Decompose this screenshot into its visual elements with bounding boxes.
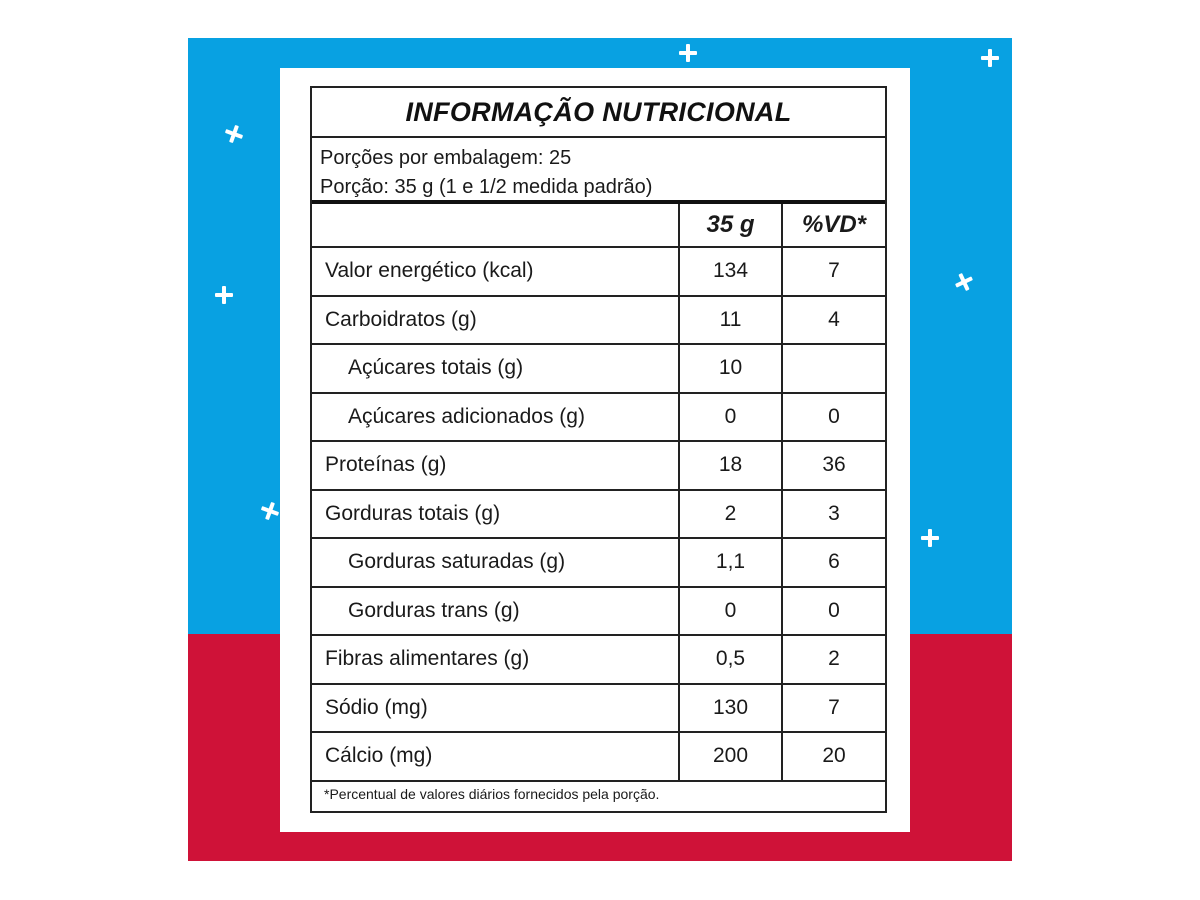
nutrient-daily-value: 0	[782, 587, 885, 636]
table-row	[312, 393, 885, 442]
table-header-row	[312, 204, 885, 247]
nutrient-amount: 18	[679, 441, 782, 490]
serving-size: Porção: 35 g (1 e 1/2 medida padrão)	[320, 176, 653, 198]
nutrient-amount: 10	[679, 344, 782, 393]
nutrient-daily-value	[782, 344, 885, 393]
header-blank-cell	[312, 204, 679, 247]
footnote: *Percentual de valores diários fornecidos pela porção.	[324, 785, 660, 802]
nutrient-amount: 134	[679, 247, 782, 296]
nutrient-name: Proteínas (g)	[312, 441, 679, 490]
sparkle-icon	[215, 286, 233, 304]
nutrient-name: Gorduras trans (g)	[312, 587, 679, 636]
header-daily-value: %VD*	[782, 204, 885, 247]
nutrient-daily-value: 36	[782, 441, 885, 490]
nutrient-amount: 1,1	[679, 538, 782, 587]
nutrient-name: Valor energético (kcal)	[312, 247, 679, 296]
table-row	[312, 247, 885, 296]
nutrition-table	[312, 204, 885, 782]
nutrient-amount: 130	[679, 684, 782, 733]
nutrient-daily-value: 7	[782, 247, 885, 296]
sparkle-icon	[981, 49, 999, 67]
nutrient-daily-value: 4	[782, 296, 885, 345]
nutrient-daily-value: 6	[782, 538, 885, 587]
nutrient-name: Açúcares totais (g)	[312, 344, 679, 393]
table-row	[312, 635, 885, 684]
table-row	[312, 587, 885, 636]
nutrient-name: Gorduras totais (g)	[312, 490, 679, 539]
portion-info	[312, 138, 885, 204]
header-amount: 35 g	[679, 204, 782, 247]
table-row	[312, 538, 885, 587]
nutrient-name: Fibras alimentares (g)	[312, 635, 679, 684]
nutrient-amount: 200	[679, 732, 782, 781]
sparkle-icon	[921, 529, 939, 547]
table-row	[312, 441, 885, 490]
nutrition-title: INFORMAÇÃO NUTRICIONAL	[312, 88, 885, 138]
table-row	[312, 684, 885, 733]
nutrient-daily-value: 0	[782, 393, 885, 442]
nutrient-daily-value: 3	[782, 490, 885, 539]
nutrient-amount: 0	[679, 587, 782, 636]
nutrient-amount: 0,5	[679, 635, 782, 684]
table-row	[312, 296, 885, 345]
nutrient-name: Cálcio (mg)	[312, 732, 679, 781]
nutrient-name: Açúcares adicionados (g)	[312, 393, 679, 442]
nutrient-amount: 11	[679, 296, 782, 345]
nutrient-amount: 0	[679, 393, 782, 442]
table-row	[312, 732, 885, 781]
nutrient-name: Sódio (mg)	[312, 684, 679, 733]
sparkle-icon	[679, 44, 697, 62]
nutrient-name: Gorduras saturadas (g)	[312, 538, 679, 587]
nutrient-name: Carboidratos (g)	[312, 296, 679, 345]
nutrition-facts-panel	[310, 86, 887, 813]
servings-per-package: Porções por embalagem: 25	[320, 147, 572, 169]
nutrient-daily-value: 7	[782, 684, 885, 733]
nutrient-daily-value: 2	[782, 635, 885, 684]
nutrient-amount: 2	[679, 490, 782, 539]
table-row	[312, 490, 885, 539]
nutrient-daily-value: 20	[782, 732, 885, 781]
table-row	[312, 344, 885, 393]
